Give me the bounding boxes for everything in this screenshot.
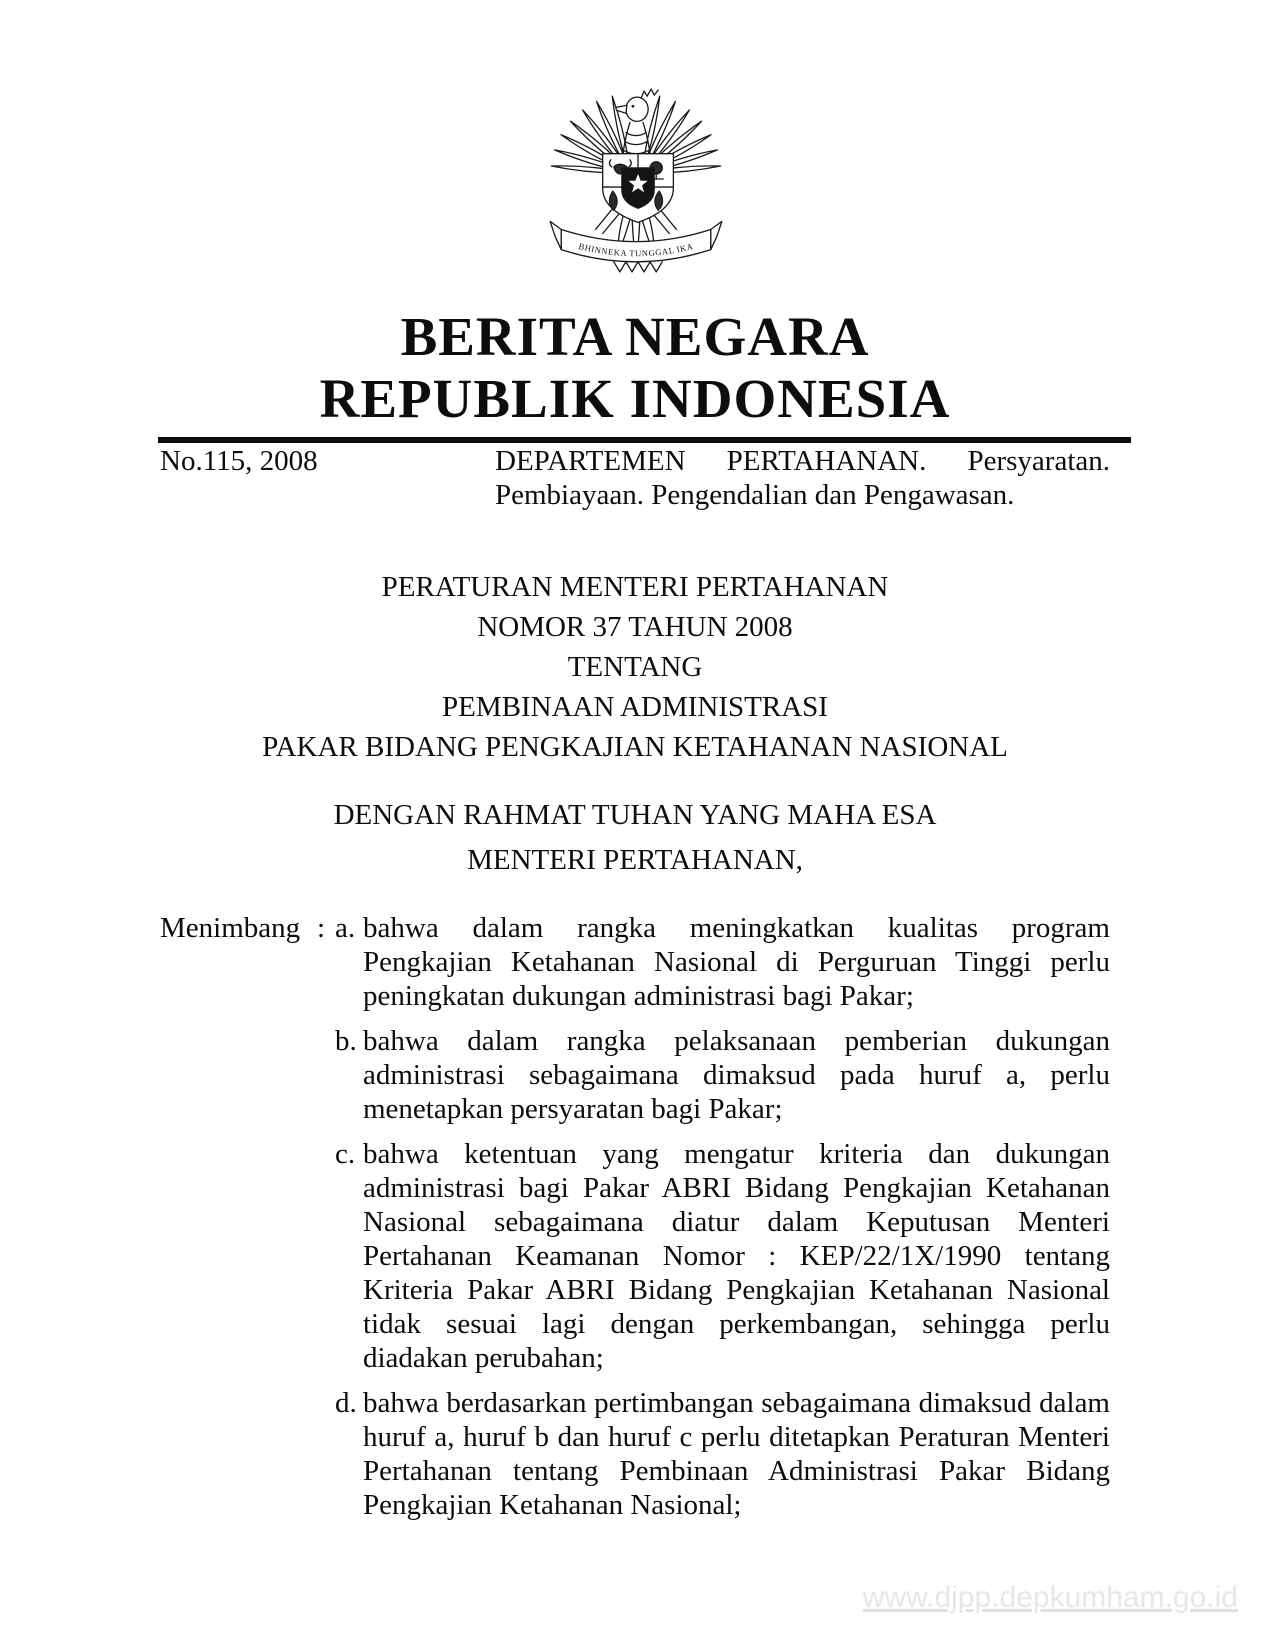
garuda-pancasila-emblem	[545, 82, 727, 282]
item-text: bahwa berdasarkan pertimbangan sebagaimana dimaksud dalam huruf a, huruf b dan huruf c perlu ditetapkan Peraturan Menteri Pertahanan tentang Pembinaan Administrasi Pakar Bidang Pengkajian Ketahanan Nasional;	[363, 1387, 1110, 1521]
list-item	[335, 1386, 1110, 1522]
invocation-line: DENGAN RAHMAT TUHAN YANG MAHA ESA	[333, 799, 937, 831]
menimbang-label-cell	[160, 911, 325, 1522]
menimbang-label: Menimbang	[160, 912, 301, 944]
menimbang-colon: :	[316, 912, 325, 944]
watermark-link[interactable]: www.djpp.depkumham.go.id	[862, 1581, 1238, 1614]
motto-text: BHINNEKA TUNGGAL IKA	[577, 240, 695, 259]
list-item	[335, 911, 1110, 1013]
regulation-title-line3: TENTANG	[567, 651, 703, 683]
menimbang-section	[160, 911, 1110, 1522]
regulation-title-line5: PAKAR BIDANG PENGKAJIAN KETAHANAN NASIONAL	[262, 731, 1008, 763]
item-marker: a.	[335, 912, 356, 944]
masthead-row	[160, 444, 1110, 512]
masthead-divider	[158, 437, 1131, 443]
item-marker: b.	[335, 1025, 357, 1057]
gazette-number: No.115, 2008	[160, 445, 318, 477]
regulation-title-line1: PERATURAN MENTERI PERTAHANAN	[381, 571, 889, 603]
gazette-entry	[495, 444, 1110, 512]
gazette-title-line2: REPUBLIK INDONESIA	[319, 368, 951, 429]
authority-line: MENTERI PERTAHANAN,	[467, 844, 803, 876]
regulation-title-line4: PEMBINAAN ADMINISTRASI	[442, 691, 828, 723]
item-marker: d.	[335, 1387, 357, 1419]
gazette-title-line1: BERITA NEGARA	[400, 306, 870, 367]
item-text: bahwa dalam rangka meningkatkan kualitas program Pengkajian Ketahanan Nasional di Perguruan Tinggi perlu peningkatan dukungan administrasi bagi Pakar;	[363, 912, 1110, 1012]
list-item	[335, 1024, 1110, 1126]
item-text: bahwa dalam rangka pelaksanaan pemberian dukungan administrasi sebagaimana dimaksud pada huruf a, perlu menetapkan persyaratan bagi Pakar;	[363, 1025, 1110, 1125]
item-marker: c.	[335, 1138, 356, 1170]
gazette-entry-line2: Pembiayaan. Pengendalian dan Pengawasan.	[495, 479, 1015, 511]
gazette-entry-line1: DEPARTEMEN PERTAHANAN. Persyaratan.	[495, 445, 1110, 477]
regulation-title-block	[160, 567, 1110, 880]
menimbang-items	[335, 911, 1110, 1522]
regulation-title-line2: NOMOR 37 TAHUN 2008	[477, 611, 793, 643]
list-item	[335, 1137, 1110, 1375]
garuda-emblem-svg	[545, 82, 727, 282]
item-text: bahwa ketentuan yang mengatur kriteria dan dukungan administrasi bagi Pakar ABRI Bidang Pengkajian Ketahanan Nasional sebagaimana diatur dalam Keputusan Menteri Pertahanan Keamanan Nomor : KEP/22/1X/1990 tentang Kriteria Pakar ABRI Bidang Pengkajian Ketahanan Nasional tidak sesuai lagi dengan perkembangan, sehingga perlu diadakan perubahan;	[363, 1138, 1110, 1374]
